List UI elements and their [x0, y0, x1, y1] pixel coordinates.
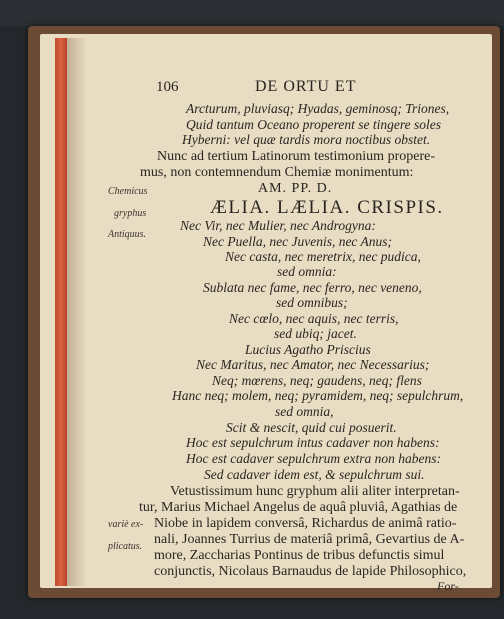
body-line: conjunctis, Nicolaus Barnaudus de lapide Philosophico,	[154, 564, 467, 579]
inscription-line: sed ubiq; jacet.	[274, 326, 357, 341]
inscription-line: Sublata nec fame, nec ferro, nec veneno,	[203, 280, 422, 295]
margin-note: variè ex-	[108, 519, 144, 530]
dedication: AM. PP. D.	[258, 181, 333, 196]
verse-line: Arcturum, pluviasq; Hyadas, geminosq; Triones,	[186, 101, 450, 116]
inscription-line: Hoc est cadaver sepulchrum extra non habens:	[186, 451, 441, 466]
catchword: For-	[437, 579, 459, 593]
body-line: Niobe in lapidem conversâ, Richardus de animâ ratio-	[154, 516, 457, 531]
inscription-line: Nec cœlo, nec aquis, nec terris,	[229, 311, 399, 326]
margin-note: gryphus	[114, 208, 147, 219]
page-number: 106	[156, 79, 179, 95]
body-line: mus, non contemnendum Chemiæ monimentum:	[140, 165, 414, 180]
body-line: tur, Marius Michael Angelus de aquâ pluviâ, Agathias de	[139, 500, 458, 515]
body-line: Nunc ad tertium Latinorum testimonium propere-	[157, 149, 435, 164]
running-title: DE ORTU ET	[255, 78, 357, 95]
inscription-line: Hoc est sepulchrum intus cadaver non habens:	[186, 435, 440, 450]
margin-note: Antiquus.	[108, 229, 147, 240]
body-line: Vetustissimum hunc gryphum alii aliter interpretan-	[170, 484, 460, 499]
inscription-line: Hanc neq; molem, neq; pyramidem, neq; sepulchrum,	[172, 388, 464, 403]
inscription-line: Nec Maritus, nec Amator, nec Necessarius;	[196, 357, 430, 372]
inscription-line: sed omnia,	[275, 404, 334, 419]
inscription-line: Neq; mœrens, neq; gaudens, neq; flens	[212, 373, 422, 388]
body-line: more, Zaccharias Pontinus de tribus defunctis simul	[154, 548, 445, 563]
verse-line: Hyberni: vel quæ tardis mora noctibus obstet.	[182, 132, 431, 147]
inscription-line: Nec Vir, nec Mulier, nec Androgyna:	[180, 218, 376, 233]
inscription-line: Nec casta, nec meretrix, nec pudica,	[225, 249, 421, 264]
inscription-line: Nec Puella, nec Juvenis, nec Anus;	[203, 234, 393, 249]
inscription-line: Lucius Agatho Priscius	[245, 342, 371, 357]
inscription-line: sed omnibus;	[276, 295, 348, 310]
inscription-title: ÆLIA. LÆLIA. CRISPIS.	[210, 197, 444, 218]
body-line: nali, Joannes Turrius de materiâ primâ, Gevartius de A-	[154, 532, 465, 547]
inscription-line: Scit & nescit, quid cui posuerit.	[226, 420, 397, 435]
inscription-line: Sed cadaver idem est, & sepulchrum sui.	[204, 467, 425, 482]
verse-line: Quid tantum Oceano properent se tingere soles	[186, 117, 441, 132]
margin-note: plicatus.	[108, 541, 143, 552]
margin-note: Chemicus	[108, 186, 148, 197]
inscription-line: sed omnia:	[277, 264, 337, 279]
